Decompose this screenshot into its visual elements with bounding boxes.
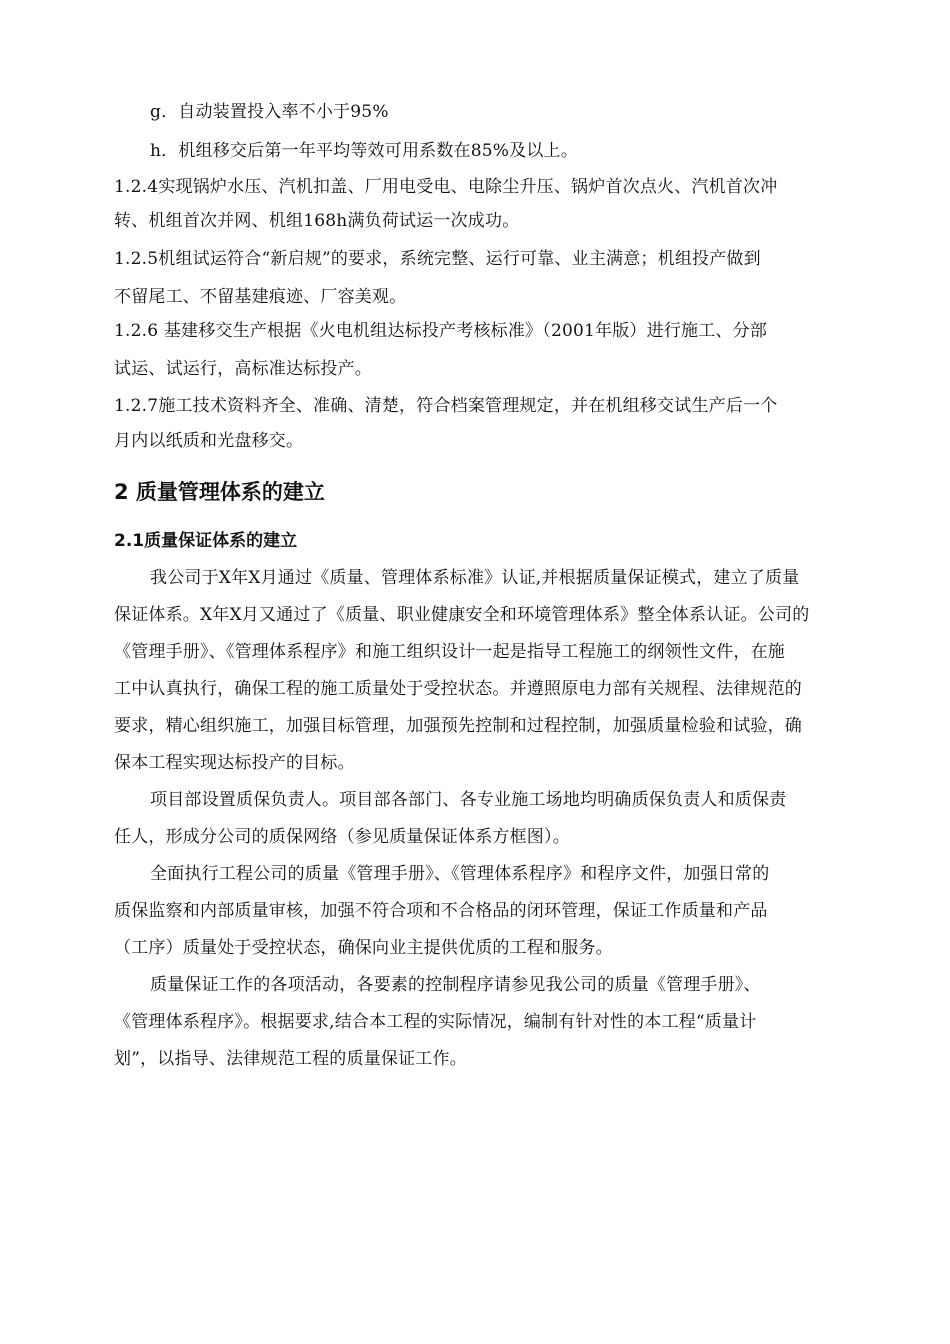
paragraph-3-line-2: 质保监察和内部质量审核，加强不符合项和不合格品的闭环管理，保证工作质量和产品 <box>114 901 768 921</box>
paragraph-4-line-1: 质量保证工作的各项活动，各要素的控制程序请参见我公司的质量《管理手册》、 <box>150 975 761 995</box>
paragraph-3-line-3: （工序）质量处于受控状态，确保向业主提供优质的工程和服务。 <box>114 938 613 958</box>
list-item-h: h．机组移交后第一年平均等效可用系数在85%及以上。 <box>150 141 578 161</box>
paragraph-2-line-1: 项目部设置质保负责人。项目部各部门、各专业施工场地均明确质保负责人和质保责 <box>150 790 787 810</box>
clause-1-2-4-line-2: 转、机组首次并网、机组168h满负荷试运一次成功。 <box>114 211 520 231</box>
paragraph-4-line-3: 划”，以指导、法律规范工程的质量保证工作。 <box>114 1049 467 1069</box>
paragraph-1-line-2: 保证体系。X年X月又通过了《质量、职业健康安全和环境管理体系》整全体系认证。公司的 <box>114 605 810 625</box>
paragraph-4-line-2: 《管理体系程序》。根据要求,结合本工程的实际情况，编制有针对性的本工程“质量计 <box>114 1012 757 1032</box>
section-heading: 2 质量管理体系的建立 <box>114 480 325 504</box>
list-item-g: g．自动装置投入率不小于95% <box>150 102 389 122</box>
clause-1-2-7-line-2: 月内以纸质和光盘移交。 <box>114 431 304 451</box>
paragraph-1-line-1: 我公司于X年X月通过《质量、管理体系标准》认证,并根据质量保证模式，建立了质量 <box>150 568 800 588</box>
subsection-heading: 2.1质量保证体系的建立 <box>114 531 298 551</box>
clause-1-2-7-line-1: 1.2.7施工技术资料齐全、准确、清楚，符合档案管理规定，并在机组移交试生产后一个 <box>114 396 778 416</box>
paragraph-1-line-5: 要求，精心组织施工，加强目标管理，加强预先控制和过程控制，加强质量检验和试验，确 <box>114 716 802 736</box>
paragraph-1-line-3: 《管理手册》、《管理体系程序》和施工组织设计一起是指导工程施工的纲领性文件，在施 <box>114 642 785 662</box>
clause-1-2-6-line-1: 1.2.6 基建移交生产根据《火电机组达标投产考核标准》（2001年版）进行施工、分部 <box>114 321 768 341</box>
paragraph-1-line-6: 保本工程实现达标投产的目标。 <box>114 753 355 773</box>
clause-1-2-5-line-2: 不留尾工、不留基建痕迹、厂容美观。 <box>114 287 407 307</box>
paragraph-2-line-2: 任人，形成分公司的质保网络（参见质量保证体系方框图）。 <box>114 827 570 847</box>
paragraph-1-line-4: 工中认真执行，确保工程的施工质量处于受控状态。并遵照原电力部有关规程、法律规范的 <box>114 679 802 699</box>
clause-1-2-5-line-1: 1.2.5机组试运符合“新启规”的要求，系统完整、运行可靠、业主满意；机组投产做到 <box>114 249 761 269</box>
paragraph-3-line-1: 全面执行工程公司的质量《管理手册》、《管理体系程序》和程序文件，加强日常的 <box>150 864 770 884</box>
clause-1-2-4-line-1: 1.2.4实现锅炉水压、汽机扣盖、厂用电受电、电除尘升压、锅炉首次点火、汽机首次冲 <box>114 177 778 197</box>
clause-1-2-6-line-2: 试运、试运行，高标准达标投产。 <box>114 359 372 379</box>
